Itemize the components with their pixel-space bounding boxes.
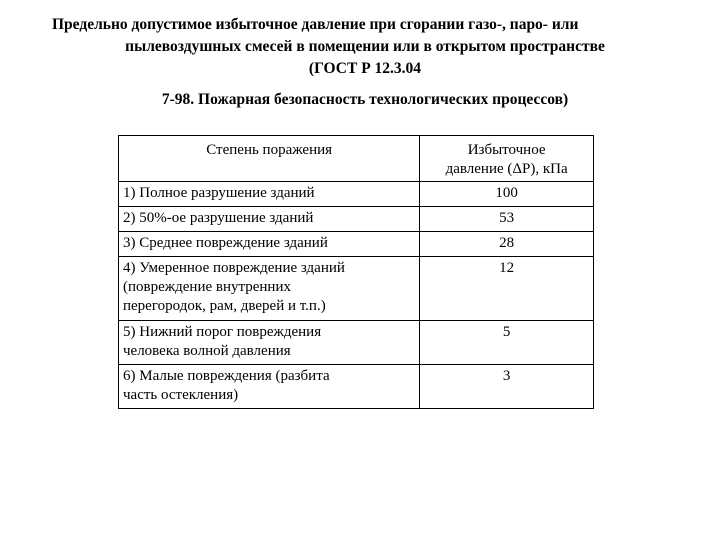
cell-pressure: 5 bbox=[420, 321, 594, 365]
cell-degree-line: 5) Нижний порог повреждения bbox=[123, 324, 322, 340]
header-overpressure-line-1: Избыточное bbox=[467, 142, 546, 158]
table-row bbox=[119, 207, 594, 232]
table-row bbox=[119, 232, 594, 257]
cell-degree-line: 4) Умеренное повреждение зданий bbox=[123, 260, 345, 276]
cell-degree bbox=[119, 321, 420, 365]
table-header-row bbox=[119, 136, 594, 182]
table-row bbox=[119, 365, 594, 409]
cell-degree: 3) Среднее повреждение зданий bbox=[119, 232, 420, 257]
cell-pressure: 3 bbox=[420, 365, 594, 409]
header-damage-degree bbox=[119, 136, 420, 182]
table-row bbox=[119, 321, 594, 365]
title-line-2: пылевоздушных смесей в помещении или в открытом пространстве bbox=[125, 38, 605, 55]
cell-pressure: 12 bbox=[420, 257, 594, 321]
cell-degree-line: 6) Малые повреждения (разбита bbox=[123, 368, 330, 384]
table-row bbox=[119, 257, 594, 321]
cell-degree-line: человека волной давления bbox=[123, 343, 291, 359]
title-line-3: (ГОСТ Р 12.3.04 bbox=[308, 60, 422, 77]
title-line-4: 7-98. Пожарная безопасность технологических процессов) bbox=[161, 91, 569, 108]
title-line-1: Предельно допустимое избыточное давление при сгорании газо-, паро- или bbox=[52, 16, 579, 33]
cell-pressure: 100 bbox=[420, 182, 594, 207]
cell-degree-line: перегородок, рам, дверей и т.п.) bbox=[123, 298, 326, 314]
cell-degree: 2) 50%-ое разрушение зданий bbox=[119, 207, 420, 232]
table-row bbox=[119, 182, 594, 207]
cell-degree: 1) Полное разрушение зданий bbox=[119, 182, 420, 207]
cell-degree bbox=[119, 365, 420, 409]
overpressure-table bbox=[118, 135, 594, 409]
header-damage-degree-label: Степень поражения bbox=[206, 142, 333, 158]
header-overpressure bbox=[420, 136, 594, 182]
cell-degree-line: часть остекления) bbox=[123, 387, 239, 403]
cell-pressure: 28 bbox=[420, 232, 594, 257]
cell-degree bbox=[119, 257, 420, 321]
header-overpressure-line-2: давление (ΔP), кПа bbox=[445, 161, 568, 177]
cell-pressure: 53 bbox=[420, 207, 594, 232]
cell-degree-line: (повреждение внутренних bbox=[123, 279, 291, 295]
document-title bbox=[40, 14, 690, 111]
